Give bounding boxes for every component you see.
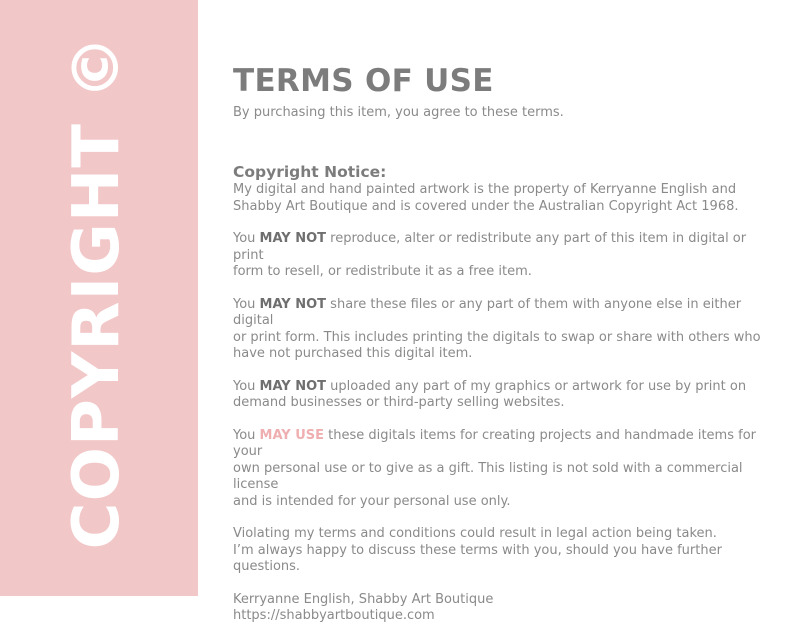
signature-block	[233, 592, 773, 625]
rule-line	[233, 379, 773, 396]
intro-text: By purchasing this item, you agree to these terms.	[233, 105, 564, 120]
closing-line: I’m always happy to discuss these terms with you, should you have further questions.	[233, 542, 722, 574]
rule-text: share these files or any part of them with anyone else in either digital	[233, 296, 742, 328]
rule-keyword: MAY NOT	[259, 378, 327, 394]
rule-line	[233, 231, 773, 264]
rule-line: have not purchased this digital item.	[233, 346, 473, 361]
rule-keyword-accent: MAY USE	[259, 427, 325, 443]
rule-line: and is intended for your personal use only.	[233, 493, 511, 509]
page-title: TERMS OF USE	[233, 63, 494, 99]
rule-no-share	[233, 297, 773, 363]
notice-line: Shabby Art Boutique and is covered under the Australian Copyright Act 1968.	[233, 198, 739, 214]
rule-line	[233, 297, 773, 330]
rule-line	[233, 428, 773, 461]
closing-text	[233, 526, 773, 576]
rule-text: uploaded any part of my graphics or artwork for use by print on	[326, 378, 747, 394]
terms-content	[233, 60, 773, 641]
rule-text: these digitals items for creating projects and handmade items for your	[233, 427, 756, 459]
rule-prefix: You	[233, 296, 260, 312]
rule-prefix: You	[233, 378, 260, 394]
rule-prefix: You	[233, 427, 260, 443]
signature-name: Kerryanne English, Shabby Art Boutique	[233, 591, 494, 607]
rule-no-upload	[233, 379, 773, 412]
copyright-sidebar	[0, 0, 198, 596]
rule-line: form to resell, or redistribute it as a free item.	[233, 264, 532, 279]
rule-may-use	[233, 428, 773, 511]
copyright-vertical-text: COPYRIGHT ©	[60, 34, 134, 550]
rule-line: demand businesses or third-party selling websites.	[233, 395, 565, 410]
rule-no-reproduce	[233, 231, 773, 281]
rule-prefix: You	[233, 231, 260, 246]
rule-line: or print form. This includes printing the digitals to swap or share with others who	[233, 329, 761, 345]
notice-line: My digital and hand painted artwork is the property of Kerryanne English and	[233, 182, 737, 197]
closing-line: Violating my terms and conditions could result in legal action being taken.	[233, 526, 717, 541]
rule-text: reproduce, alter or redistribute any part of this item in digital or print	[233, 231, 747, 263]
website-link[interactable]: https://shabbyartboutique.com	[233, 608, 435, 623]
copyright-notice	[233, 182, 773, 215]
rule-keyword: MAY NOT	[259, 231, 327, 246]
copyright-heading: Copyright Notice:	[233, 163, 387, 181]
rule-line: own personal use or to give as a gift. This listing is not sold with a commercial license	[233, 460, 743, 492]
rule-keyword: MAY NOT	[259, 296, 327, 312]
